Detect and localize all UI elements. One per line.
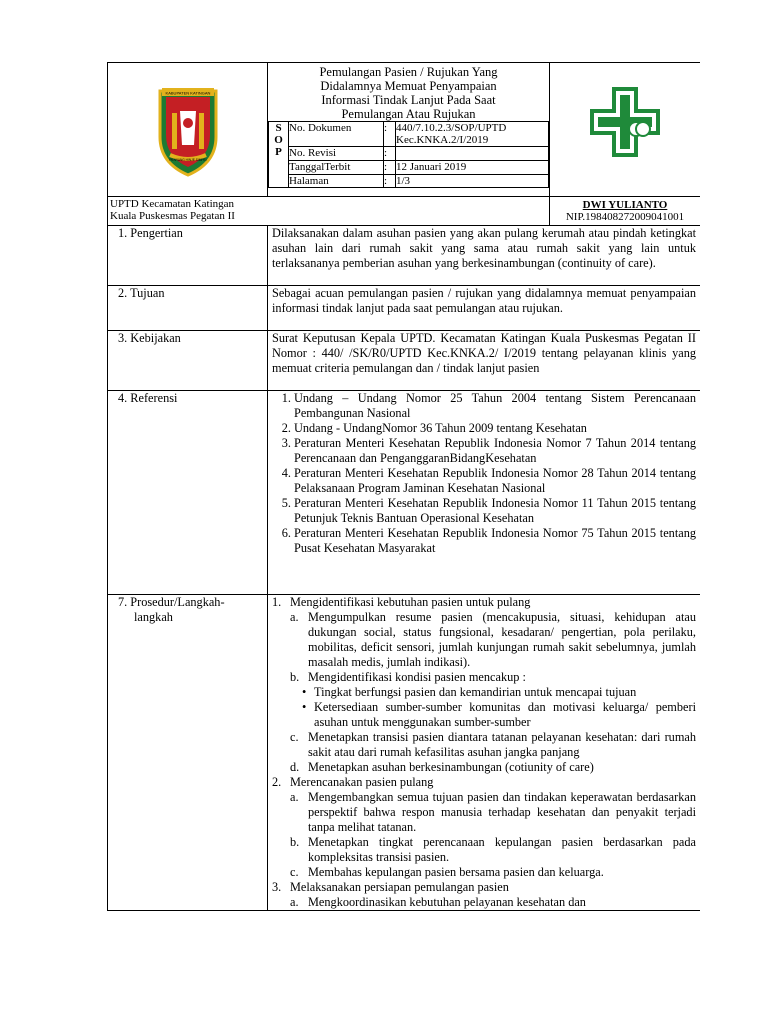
meta-value-tanggal-terbit: 12 Januari 2019 bbox=[396, 161, 549, 175]
referensi-list bbox=[272, 391, 696, 556]
substep-letter: a. bbox=[290, 610, 299, 624]
substep-text: Menetapkan asuhan berkesinambungan (cotiunity of care) bbox=[308, 760, 594, 774]
meta-value-no-revisi bbox=[396, 147, 549, 161]
meta-sep: : bbox=[384, 161, 396, 175]
bullet-icon: • bbox=[302, 700, 307, 714]
substep bbox=[272, 610, 696, 670]
sop-label bbox=[269, 122, 289, 188]
label-prosedur-line-2: langkah bbox=[134, 610, 173, 624]
substep-letter: b. bbox=[290, 835, 300, 849]
organization-cell bbox=[108, 197, 550, 226]
step bbox=[272, 775, 696, 790]
step bbox=[272, 595, 696, 610]
referensi-item: 1. Undang – Undang Nomor 25 Tahun 2004 tentang Sistem Perencanaan Pembangunan Nasional bbox=[294, 391, 696, 421]
substep bbox=[272, 730, 696, 760]
title-line-4: Pemulangan Atau Rujukan bbox=[341, 107, 476, 121]
substep-text: Mengidentifikasi kondisi pasien mencakup : bbox=[308, 670, 526, 684]
meta-label-halaman: Halaman bbox=[289, 175, 384, 188]
label-kebijakan: 3. Kebijakan bbox=[108, 331, 268, 391]
substep-text: Mengkoordinasikan kebutuhan pelayanan kesehatan dan bbox=[308, 895, 586, 909]
text-kebijakan: Surat Keputusan Kepala UPTD. Kecamatan Katingan Kuala Puskesmas Pegatan II Nomor : 440/ /SK/R0/UPTD Kec.KNKA.2/ I/2019 tentang pelayanan klinis yang memuat criteria pemulangan dan / tindak lanjut pasien bbox=[268, 331, 701, 391]
sop-document bbox=[107, 62, 700, 1024]
step-number: 3. bbox=[272, 880, 282, 894]
sop-letter-p: P bbox=[275, 146, 282, 158]
meta-label-no-dokumen: No. Dokumen bbox=[289, 122, 384, 147]
label-pengertian: 1. Pengertian bbox=[108, 226, 268, 286]
substep bbox=[272, 670, 696, 685]
step-text: Melaksanakan persiapan pemulangan pasien bbox=[290, 880, 509, 894]
row-kebijakan bbox=[108, 331, 701, 391]
sop-letter-o: O bbox=[274, 134, 283, 146]
text-tujuan: Sebagai acuan pemulangan pasien / rujukan yang didalamnya memuat penyampaian informasi tindak lanjut pada saat pemulangan atau rujukan. bbox=[268, 286, 701, 331]
row-pengertian bbox=[108, 226, 701, 286]
substep bbox=[272, 865, 696, 880]
label-tujuan: 2. Tujuan bbox=[108, 286, 268, 331]
bullet-item bbox=[272, 700, 696, 730]
meta-value-no-dokumen: 440/7.10.2.3/SOP/UPTD Kec.KNKA.2/I/2019 bbox=[396, 122, 549, 147]
organization-line-2: Kuala Puskesmas Pegatan II bbox=[110, 210, 235, 222]
meta-label-tanggal-terbit: TanggalTerbit bbox=[289, 161, 384, 175]
title-line-3: Informasi Tindak Lanjut Pada Saat bbox=[321, 93, 496, 107]
substep bbox=[272, 790, 696, 835]
right-logo-cell bbox=[550, 63, 701, 197]
step-number: 2. bbox=[272, 775, 282, 789]
bullet-text: Tingkat berfungsi pasien dan kemandirian untuk mencapai tujuan bbox=[314, 685, 637, 699]
row-prosedur bbox=[108, 595, 701, 911]
substep-letter: c. bbox=[290, 730, 299, 744]
row-referensi bbox=[108, 391, 701, 595]
substep bbox=[272, 895, 696, 910]
logo-motto-text: PENYANG HINJE SIMPEI bbox=[169, 158, 207, 162]
step bbox=[272, 880, 696, 895]
meta-sep: : bbox=[384, 147, 396, 161]
substep-letter: d. bbox=[290, 760, 300, 774]
meta-value-halaman: 1/3 bbox=[396, 175, 549, 188]
substep-letter: b. bbox=[290, 670, 300, 684]
meta-label-no-revisi: No. Revisi bbox=[289, 147, 384, 161]
referensi-item: 5. Peraturan Menteri Kesehatan Republik Indonesia Nomor 11 Tahun 2015 tentang Petunjuk Teknis Bantuan Operasional Kesehatan bbox=[294, 496, 696, 526]
label-prosedur bbox=[108, 595, 268, 911]
bullet-item bbox=[272, 685, 696, 700]
meta-sep: : bbox=[384, 175, 396, 188]
referensi-item: 3. Peraturan Menteri Kesehatan Republik Indonesia Nomor 7 Tahun 2014 tentang Perencanaan dan PenganggaranBidangKesehatan bbox=[294, 436, 696, 466]
document-title bbox=[268, 63, 549, 121]
puskesmas-logo-icon bbox=[550, 63, 700, 193]
signature-cell bbox=[550, 197, 701, 226]
text-pengertian: Dilaksanakan dalam asuhan pasien yang akan pulang kerumah atau pindah ketingkat asuhan lain dari rumah sakit yang sama atau rumah sakit yang lain untuk terlaksananya pemberian asuhan yang berkesinambungan (continuity of care). bbox=[268, 226, 701, 286]
sop-body-table bbox=[107, 225, 700, 911]
kabupaten-katingan-logo-icon bbox=[108, 63, 268, 193]
substep-text: Membahas kepulangan pasien bersama pasien dan keluarga. bbox=[308, 865, 604, 879]
substep-letter: a. bbox=[290, 790, 299, 804]
title-cell bbox=[268, 63, 550, 197]
document-meta-table bbox=[268, 121, 549, 188]
referensi-item: 6. Peraturan Menteri Kesehatan Republik Indonesia Nomor 75 Tahun 2015 tentang Pusat Kesehatan Masyarakat bbox=[294, 526, 696, 556]
meta-sep: : bbox=[384, 122, 396, 147]
title-line-1: Pemulangan Pasien / Rujukan Yang bbox=[319, 65, 498, 79]
substep bbox=[272, 760, 696, 775]
substep-letter: a. bbox=[290, 895, 299, 909]
substep-text: Mengembangkan semua tujuan pasien dan tindakan keperawatan berdasarkan perspektif bahwa respon manusia terhadap kesehatan dan penyakit terjadi tanpa melihat tatanan. bbox=[308, 790, 696, 834]
prosedur-steps bbox=[268, 595, 701, 911]
referensi-item: 4. Peraturan Menteri Kesehatan Republik Indonesia Nomor 28 Tahun 2014 tentang Pelaksanaan Program Jaminan Kesehatan Nasional bbox=[294, 466, 696, 496]
bullet-icon: • bbox=[302, 685, 307, 699]
substep-text: Mengumpulkan resume pasien (mencakupusia, situasi, kehidupan atau dukungan social, status fungsional, kesadaran/ pengertian, pola perilaku, mobilitas, deficit sensori, jumlah kunjungan rumah sakit sebelumnya, jumlah masalah medis, jumlah indikasi). bbox=[308, 610, 696, 669]
substep-text: Menetapkan tingkat perencanaan kepulangan pasien berdasarkan pada kompleksitas transisi pasien. bbox=[308, 835, 696, 864]
bullet-text: Ketersediaan sumber-sumber komunitas dan motivasi keluarga/ pemberi asuhan untuk menggunakan sumber-sumber bbox=[314, 700, 696, 729]
label-prosedur-line-1: 7. Prosedur/Langkah- bbox=[118, 595, 225, 609]
left-logo-cell bbox=[108, 63, 268, 197]
step-text: Mengidentifikasi kebutuhan pasien untuk pulang bbox=[290, 595, 531, 609]
sop-header bbox=[107, 62, 700, 226]
step-number: 1. bbox=[272, 595, 282, 609]
substep-text: Menetapkan transisi pasien diantara tatanan pelayanan kesehatan: dari rumah sakit atau dari rumah kefasilitas asuhan jangka panjang bbox=[308, 730, 696, 759]
row-tujuan bbox=[108, 286, 701, 331]
organization-line-1: UPTD Kecamatan Katingan bbox=[110, 198, 235, 210]
label-referensi: 4. Referensi bbox=[108, 391, 268, 595]
referensi-item: 2. Undang - UndangNomor 36 Tahun 2009 tentang Kesehatan bbox=[294, 421, 696, 436]
signer-nip: NIP.198408272009041001 bbox=[565, 211, 685, 223]
substep bbox=[272, 835, 696, 865]
referensi-list-cell bbox=[268, 391, 701, 595]
sop-letter-s: S bbox=[275, 122, 282, 134]
logo-banner-text: KABUPATEN KATINGAN bbox=[165, 90, 211, 96]
signer-name: DWI YULIANTO bbox=[582, 199, 668, 211]
substep-letter: c. bbox=[290, 865, 299, 879]
step-text: Merencanakan pasien pulang bbox=[290, 775, 434, 789]
title-line-2: Didalamnya Memuat Penyampaian bbox=[320, 79, 497, 93]
